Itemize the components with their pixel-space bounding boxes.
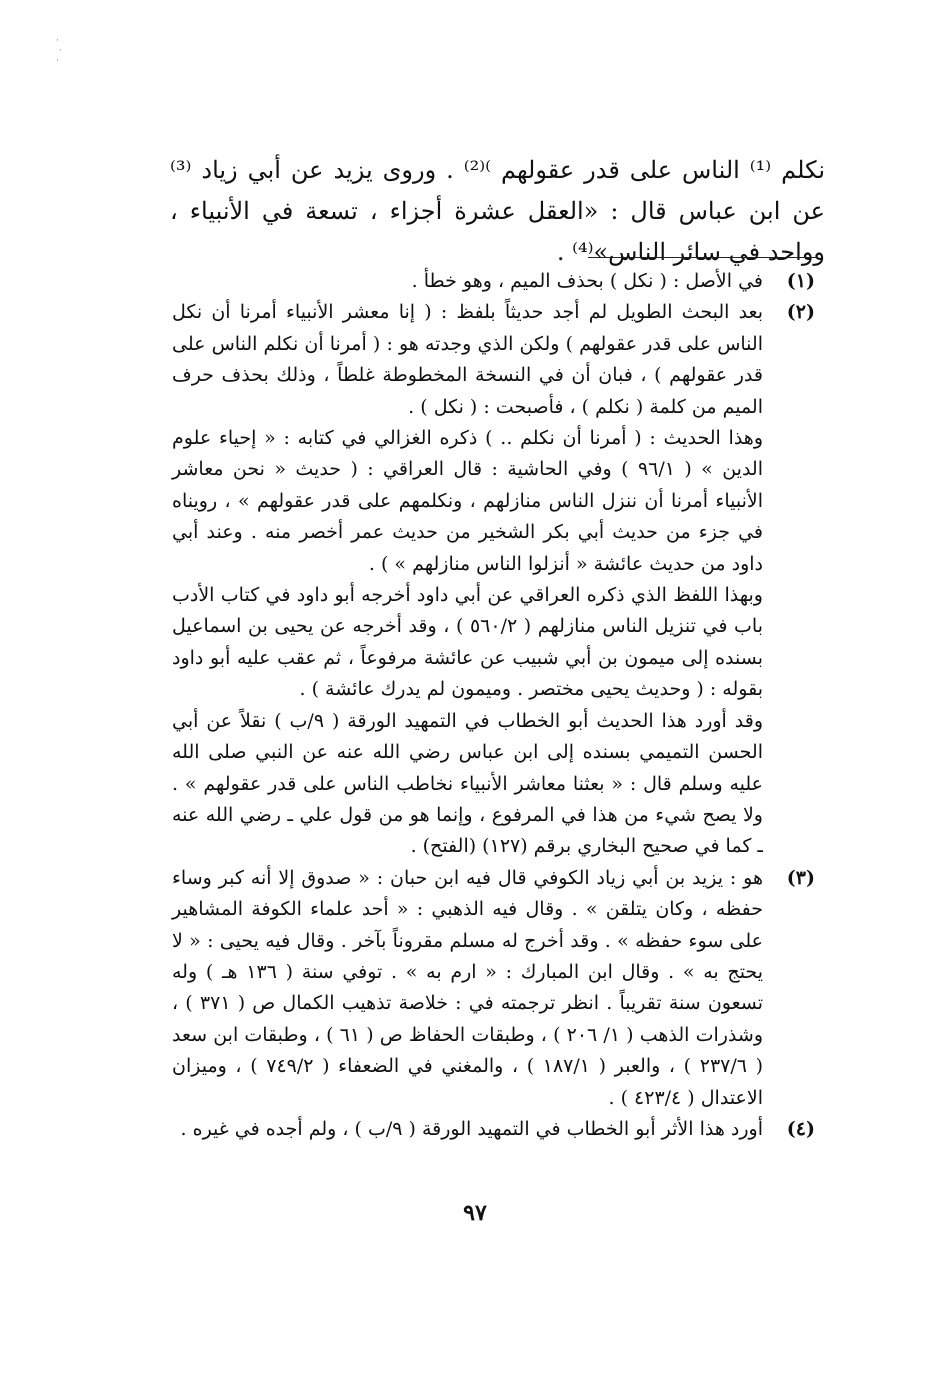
footnote-paragraph: وهذا الحديث : ( أمرنا أن نكلم .. ) ذكره الغزالي في كتابه : « إحياء علوم الدين » ( ٩٦/١ ) وفي الحاشية : قال العراقي : ( حديث « نحن معاشر الأنبياء أمرنا أن ننزل الناس منازلهم ، ونكلمهم على قدر عقولهم » ، رويناه في جزء من حديث أبي بكر الشخير من حديث عمر أخصر منه . وعند أبي داود من حديث عائشة « أنزلوا الناس منازلهم » ) . (172, 427, 764, 575)
footnote-separator (588, 257, 818, 258)
main-text: نكلم ⁽¹⁾ الناس على قدر عقولهم ⁾⁽²⁾ . وروى يزيد عن أبي زياد ⁽³⁾ عن ابن عباس قال : «العقل عشرة أجزاء ، تسعة في الأنبياء ، وواحد في سائر الناس»⁽⁴⁾ . (170, 156, 825, 266)
footnote-paragraph: بعد البحث الطويل لم أجد حديثاً بلفظ : ( إنا معشر الأنبياء أمرنا أن نكل الناس على قدر عقولهم ) ولكن الذي وجدته هو : ( أمرنا أن نكلم الناس على قدر عقولهم ) ، فبان أن في النسخة المخطوطة غلطاً ، وذلك بحذف حرف الميم من كلمة ( نكلم ) ، فأصبحت : ( نكل ) . (172, 301, 763, 418)
footnote-2 (172, 297, 815, 862)
footnote-1 (172, 266, 815, 297)
footnote-number: (١) (786, 270, 815, 292)
footnote-number: (٣) (786, 866, 815, 889)
footnote-paragraph: أورد هذا الأثر أبو الخطاب في التمهيد الورقة ( ٩/ب ) ، ولم أجده في غيره . (180, 1117, 763, 1140)
footnote-body (172, 1114, 763, 1145)
footnote-number: (٤) (786, 1117, 815, 1140)
footnote-body (172, 297, 763, 862)
footnotes (172, 266, 815, 1145)
footnote-4 (172, 1114, 815, 1145)
footnote-body (172, 863, 763, 1114)
footnote-paragraph: في الأصل : ( نكل ) بحذف الميم ، وهو خطأ . (411, 270, 763, 292)
footnote-paragraph: وبهذا اللفظ الذي ذكره العراقي عن أبي داود أخرجه أبو داود في كتاب الأدب باب في تنزيل الناس منازلهم ( ٥٦٠/٢ ) ، وقد أخرجه عن يحيى بن اسماعيل بسنده إلى ميمون بن أبي شبيب عن عائشة مرفوعاً ، ثم عقب عليه أبو داود بقوله : ( وحديث يحيى مختصر . وميمون لم يدرك عائشة ) . (172, 584, 763, 701)
page-number: ٩٧ (463, 1200, 487, 1226)
footnote-body (172, 266, 763, 297)
scan-specks: · · · (56, 36, 62, 66)
footnote-paragraph: هو : يزيد بن أبي زياد الكوفي قال فيه ابن حبان : « صدوق إلا أنه كبر وساء حفظه ، وكان يتلقن » . وقال فيه الذهبي : « أحد علماء الكوفة المشاهير على سوء حفظه » . وقد أخرج له مسلم مقروناً بآخر . وقال فيه يحيى : « لا يحتج به » . وقال ابن المبارك : « ارم به » . توفي سنة ( ١٣٦ هـ ) وله تسعون سنة تقريباً . انظر ترجمته في : خلاصة تذهيب الكمال ص ( ٣٧١ ) ، وشذرات الذهب ( ١/ ٢٠٦ ) ، وطبقات الحفاظ ص ( ٦١ ) ، وطبقات ابن سعد ( ٢٣٧/٦ ) ، والعبر ( ١٨٧/١ ) ، والمغني في الضعفاء ( ٧٤٩/٢ ) ، وميزان الاعتدال ( ٤٢٣/٤ ) . (172, 866, 764, 1109)
footnote-paragraph: وقد أورد هذا الحديث أبو الخطاب في التمهيد الورقة ( ٩/ب ) نقلاً عن أبي الحسن التميمي بسنده إلى ابن عباس رضي الله عنه عن النبي صلى الله عليه وسلم قال : « بعثنا معاشر الأنبياء نخاطب الناس على قدر عقولهم » . ولا يصح شيء من هذا في المرفوع ، وإنما هو من قول علي ـ رضي الله عنه ـ كما في صحيح البخاري برقم (١٢٧) (الفتح) . (172, 709, 763, 858)
footnote-3 (172, 863, 815, 1114)
footnote-number: (٢) (786, 301, 815, 324)
